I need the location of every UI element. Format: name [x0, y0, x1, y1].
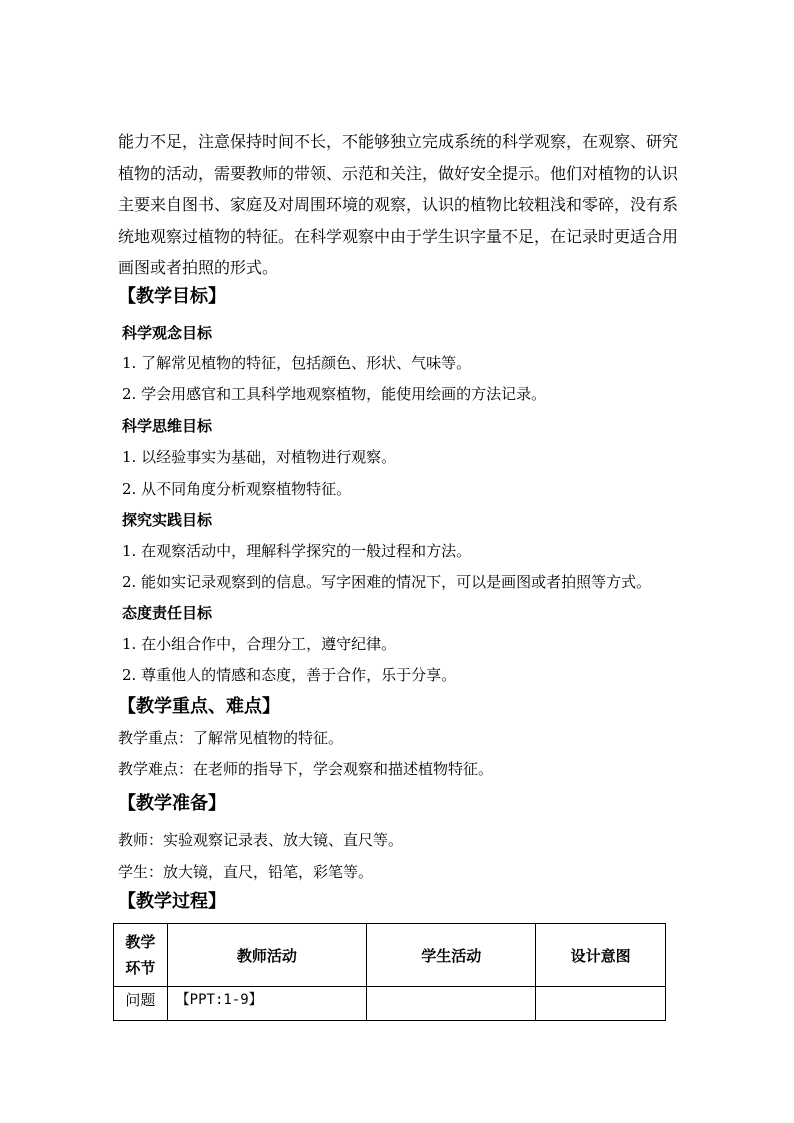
intro-line: 主要来自图书、家庭及对周围环境的观察，认识的植物比较粗浅和零碎，没有系: [118, 195, 679, 214]
row-teacher-activity: 【PPT:1-9】: [167, 987, 367, 1021]
process-table: [113, 923, 666, 1021]
header-student-activity: 学生活动: [367, 924, 536, 987]
thinking-goal-item: 2. 从不同角度分析观察植物特征。: [122, 480, 352, 498]
header-teacher-activity: 教师活动: [167, 924, 367, 987]
teaching-focus: 教学重点：了解常见植物的特征。: [118, 729, 344, 747]
header-design-intent: 设计意图: [536, 924, 666, 987]
intro-line: 统地观察过植物的特征。在科学观察中由于学生识字量不足，在记录时更适合用: [118, 226, 679, 246]
header-stage: 教学 环节: [114, 924, 168, 987]
intro-line: 画图或者拍照的形式。: [118, 258, 279, 277]
intro-line: 植物的活动，需要教师的带领、示范和关注，做好安全提示。他们对植物的认识: [118, 163, 679, 183]
teaching-difficulty: 教学难点：在老师的指导下，学会观察和描述植物特征。: [118, 760, 494, 778]
table-header-row: [114, 924, 666, 987]
thinking-goal-item: 1. 以经验事实为基础，对植物进行观察。: [122, 448, 397, 466]
concept-goal-item: 2. 学会用感官和工具科学地观察植物，能使用绘画的方法记录。: [122, 385, 547, 403]
goals-heading: 【教学目标】: [118, 286, 226, 307]
concept-goal-title: 科学观念目标: [122, 324, 213, 342]
attitude-goal-item: 2. 尊重他人的情感和态度，善于合作，乐于分享。: [122, 666, 457, 684]
concept-goal-item: 1. 了解常见植物的特征，包括颜色、形状、气味等。: [122, 354, 472, 372]
table-row: [114, 987, 666, 1021]
key-points-heading: 【教学重点、难点】: [118, 696, 280, 717]
intro-paragraph: [118, 126, 683, 284]
practice-goal-item: 2. 能如实记录观察到的信息。写字困难的情况下，可以是画图或者拍照等方式。: [122, 573, 652, 591]
row-design-intent: [536, 987, 666, 1021]
preparation-heading: 【教学准备】: [118, 793, 226, 814]
attitude-goal-item: 1. 在小组合作中，合理分工，遵守纪律。: [122, 635, 397, 653]
attitude-goal-title: 态度责任目标: [122, 604, 213, 622]
thinking-goal-title: 科学思维目标: [122, 417, 213, 435]
practice-goal-item: 1. 在观察活动中，理解科学探究的一般过程和方法。: [122, 542, 472, 560]
row-student-activity: [367, 987, 536, 1021]
practice-goal-title: 探究实践目标: [122, 511, 213, 529]
intro-line: 能力不足，注意保持时间不长，不能够独立完成系统的科学观察，在观察、研究: [118, 132, 679, 151]
process-heading: 【教学过程】: [118, 891, 226, 912]
student-preparation: 学生：放大镜，直尺，铅笔，彩笔等。: [118, 863, 374, 881]
teacher-preparation: 教师：实验观察记录表、放大镜、直尺等。: [118, 831, 404, 849]
row-stage: 问题: [114, 987, 168, 1021]
